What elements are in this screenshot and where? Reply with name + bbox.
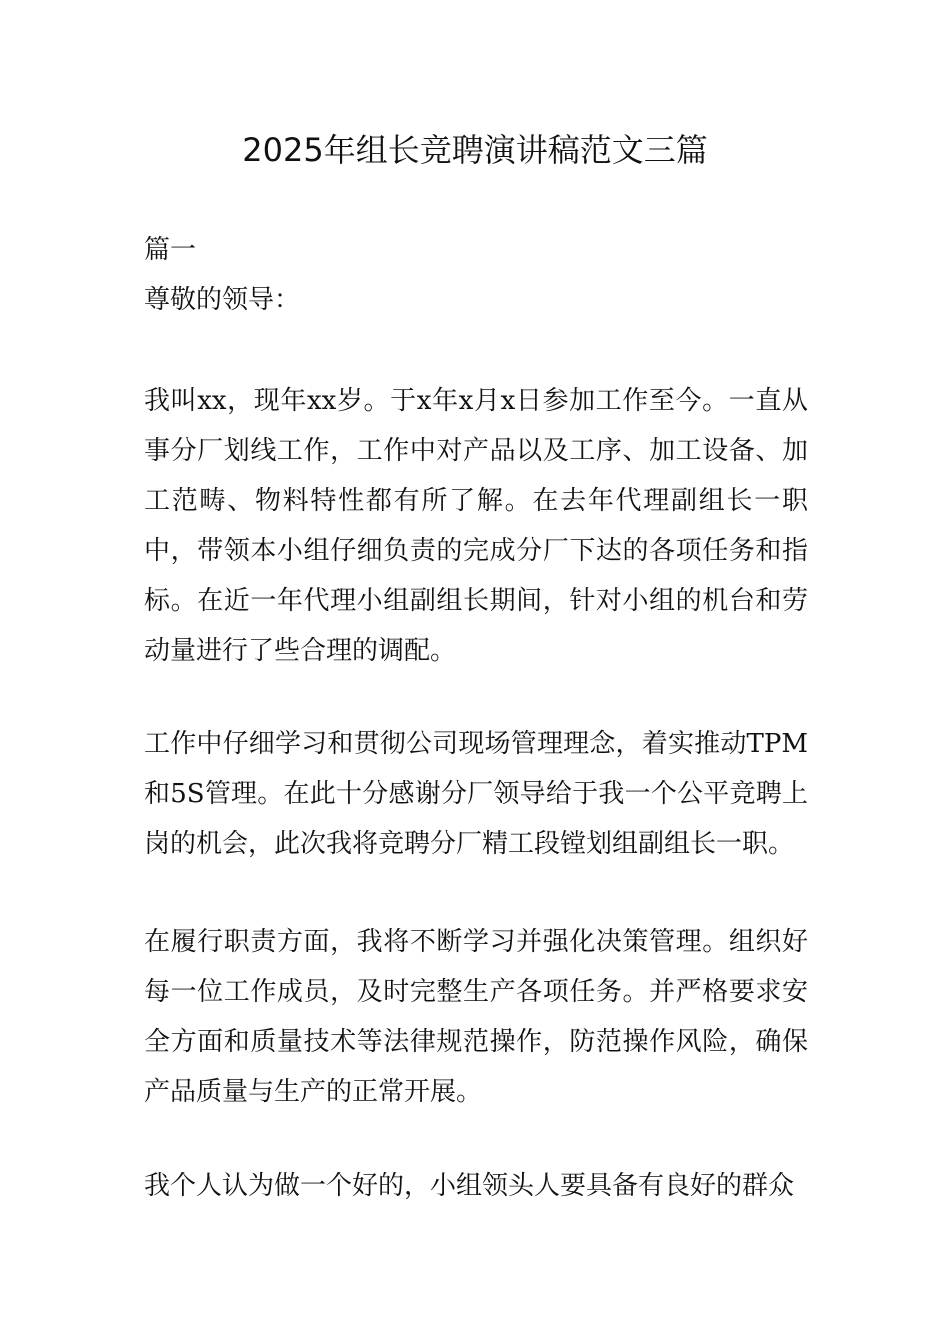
paragraph-2: 工作中仔细学习和贯彻公司现场管理理念，着实推动TPM和5S管理。在此十分感谢分厂领导给于我一个公平竞聘上岗的机会，此次我将竞聘分厂精工段镗划组副组长一职。 — [144, 729, 808, 859]
paragraph-3: 在履行职责方面，我将不断学习并强化决策管理。组织好每一位工作成员，及时完整生产各项任务。并严格要求安全方面和质量技术等法律规范操作，防范操作风险，确保产品质量与生产的正常开展。 — [144, 927, 808, 1107]
paragraph-4: 我个人认为做一个好的，小组领头人要具备有良好的群众 — [144, 1171, 795, 1201]
section-label: 篇一 — [144, 235, 197, 265]
paragraph-1: 我叫xx，现年xx岁。于x年x月x日参加工作至今。一直从事分厂划线工作，工作中对产品以及工序、加工设备、加工范畴、物料特性都有所了解。在去年代理副组长一职中，带领本小组仔细负责的完成分厂下达的各项任务和指标。在近一年代理小组副组长期间，针对小组的机台和劳动量进行了些合理的调配。 — [144, 386, 808, 666]
salutation: 尊敬的领导： — [144, 285, 301, 315]
document-title: 2025年组长竞聘演讲稿范文三篇 — [242, 131, 708, 169]
